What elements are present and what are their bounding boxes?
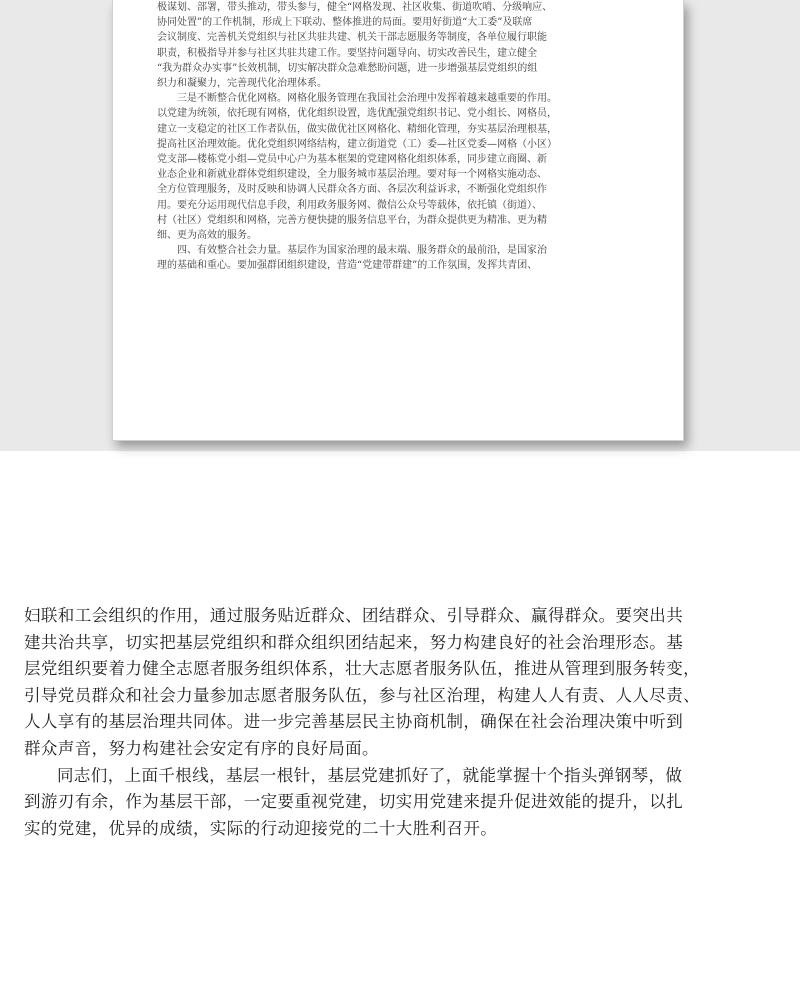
preview-line: 理的基础和重心。要加强群团组织建设，营造“党建带群建”的工作氛围，发挥共青团、 [157,260,538,272]
text-line: 人人享有的基层治理共同体。进一步完善基层民主协商机制，确保在社会治理决策中听到 [24,712,684,732]
preview-line: “我为群众办实事”长效机制，切实解决群众急难愁盼问题，进一步增强基层党组织的组 [157,62,538,74]
preview-line: 党支部—楼栋党小组—党员中心户为基本框架的党建网格化组织体系，同步建立商圈、新 [157,154,547,166]
preview-line: 业态企业和新就业群体党组织建设，全力服务城市基层治理。要对每一个网格实施动态、 [157,169,547,181]
preview-line: 极谋划、部署，带头推动，带头参与，健全“网格发现、社区收集、街道吹哨、分级响应、 [157,2,553,13]
preview-text [157,0,647,274]
preview-line: 以党建为统领，依托现有网格，优化组织设置，选优配强党组织书记、党小组长、网格员， [157,108,557,120]
preview-line: 建立一支稳定的社区工作者队伍，做实做优社区网格化、精细化管理，夯实基层治理根基， [157,123,557,135]
text-line: 引导党员群众和社会力量参加志愿者服务队伍，参与社区治理，构建人人有责、人人尽责、 [24,685,700,705]
document-page-preview [112,0,684,441]
text-line: 建共治共享，切实把基层党组织和群众组织团结起来，努力构建良好的社会治理形态。基 [24,632,684,652]
preview-line: 织力和凝聚力，完善现代化治理体系。 [157,78,327,90]
preview-line: 三是不断整合优化网格。网格化服务管理在我国社会治理中发挥着越来越重要的作用。 [177,93,557,105]
text-line: 到游刃有余，作为基层干部，一定要重视党建，切实用党建来提升促进效能的提升，以扎 [24,792,684,812]
text-line: 群众声音，努力构建社会安定有序的良好局面。 [24,738,379,758]
preview-line: 细、更为高效的服务。 [157,230,257,242]
main-document-text [24,603,780,842]
text-line: 妇联和工会组织的作用，通过服务贴近群众、团结群众、引导群众、赢得群众。要突出共 [24,606,684,625]
preview-line: 会议制度、完善机关党组织与社区共驻共建、机关干部志愿服务等制度，各单位履行职能 [157,32,547,44]
text-line: 实的党建，优异的成绩，实际的行动迎接党的二十大胜利召开。 [24,818,498,838]
preview-line: 提高社区治理效能。优化党组织网络结构，建立街道党（工）委—社区党委—网格（小区） [157,138,557,150]
preview-line: 协同处置”的工作机制，形成上下联动、整体推进的局面。要用好街道“大工委”及联席 [157,17,533,29]
text-line: 层党组织要着力健全志愿者服务组织体系，壮大志愿者服务队伍，推进从管理到服务转变， [24,659,700,679]
preview-line: 全方位管理服务，及时反映和协调人民群众各方面、各层次利益诉求，不断强化党组织作 [157,184,547,196]
preview-line: 四、有效整合社会力量。基层作为国家治理的最末端、服务群众的最前沿，是国家治 [177,245,547,257]
preview-line: 村（社区）党组织和网格，完善方便快捷的服务信息平台，为群众提供更为精准、更为精 [157,214,547,226]
preview-line: 用。要充分运用现代信息手段，利用政务服务网、微信公众号等载体，依托镇（街道）、 [157,199,542,211]
preview-line: 职责，积极指导并参与社区共驻共建工作。要坚持问题导向、切实改善民生，建立健全 [157,47,537,59]
text-line: 同志们，上面千根线，基层一根针，基层党建抓好了，就能掌握十个指头弹钢琴，做 [57,765,683,785]
